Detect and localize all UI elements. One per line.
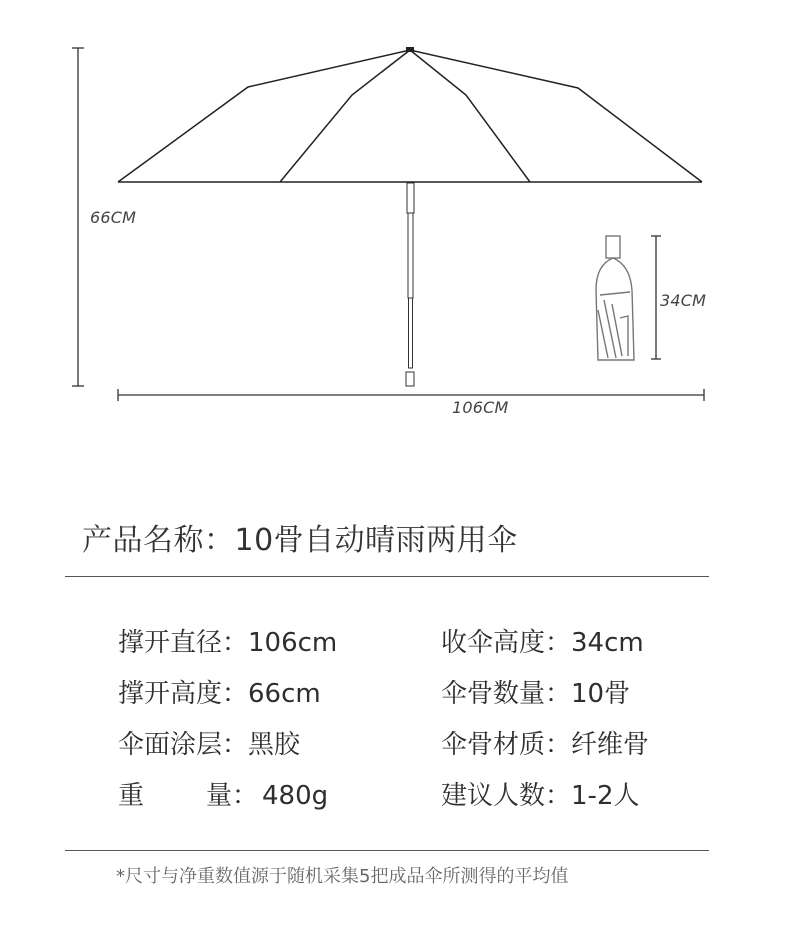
closed-umbrella [596,236,634,360]
spec-people [441,775,639,812]
spec-value: 1-2人 [571,781,640,811]
umbrella-shaft [406,183,414,386]
spec-coating [118,724,300,761]
divider-top [65,576,709,577]
product-title: 产品名称：10骨自动晴雨两用伞 [82,523,518,558]
spec-value: 66cm [248,679,321,709]
spec-open-height [118,673,321,710]
spec-value: 纤维骨 [571,730,650,760]
spec-key: 收伞高度： [441,628,572,658]
umbrella-dimension-diagram [0,0,800,450]
spec-key: 建议人数： [441,781,572,811]
divider-bottom [65,850,709,851]
spec-rib-material [441,724,649,761]
umbrella-canopy [118,47,702,182]
width-label: 106CM [452,398,509,417]
spec-key [118,775,262,812]
spec-value: 34cm [571,628,644,658]
height-dimension-line [72,48,84,386]
spec-value: 10骨 [571,679,631,709]
spec-key-part: 量： [206,781,259,811]
spec-rib-count [441,673,630,710]
spec-open-diameter [118,622,337,659]
closed-height-label: 34CM [660,291,707,310]
spec-key: 撑开高度： [118,679,249,709]
spec-key: 伞骨材质： [441,730,572,760]
spec-closed-height [441,622,644,659]
spec-key: 伞骨数量： [441,679,572,709]
spec-key: 伞面涂层： [118,730,249,760]
width-dimension-line [118,389,704,401]
spec-value: 106cm [248,628,338,658]
spec-value: 480g [262,781,329,811]
spec-key-part: 重 [118,781,145,811]
spec-weight [118,775,328,812]
height-label: 66CM [90,208,137,227]
footnote: *尺寸与净重数值源于随机采集5把成品伞所测得的平均值 [116,866,569,887]
spec-key: 撑开直径： [118,628,249,658]
spec-value: 黑胶 [248,730,301,760]
